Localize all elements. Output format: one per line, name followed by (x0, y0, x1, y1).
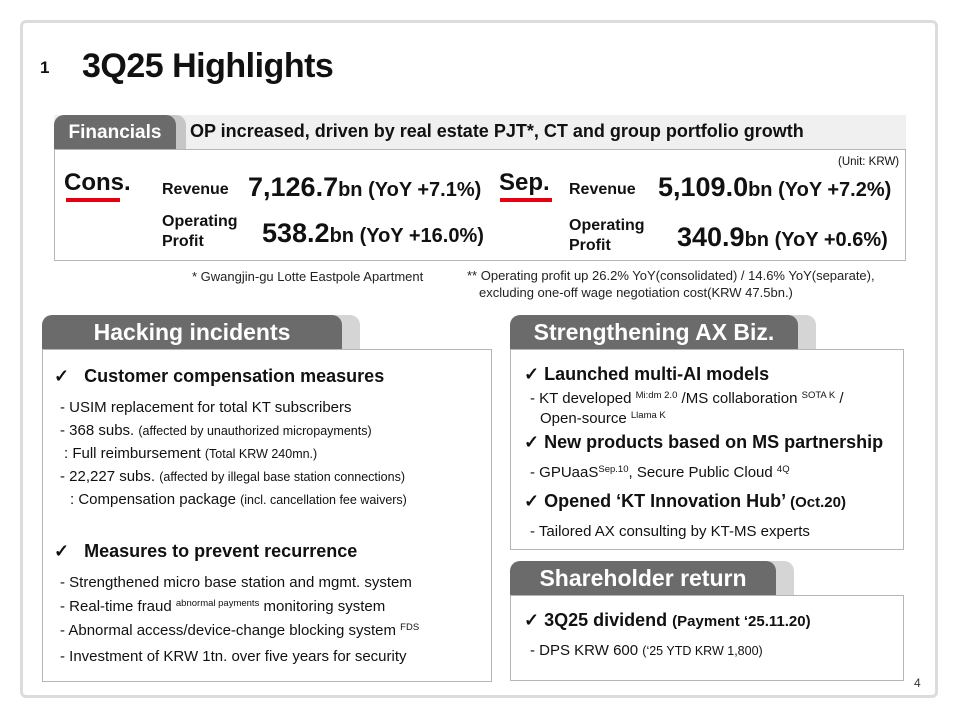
check-icon: ✓ (54, 366, 70, 386)
hacking-measure-2: - Real-time fraud $^{abnormal payments}$ monitoring system (60, 598, 386, 615)
unit-label: (Unit: KRW) (838, 156, 900, 168)
sep-op-label (569, 216, 645, 256)
sep-op-suffix: bn (YoY +0.6%) (744, 229, 888, 251)
ax-item-1-line2-text: Open-source (540, 410, 627, 427)
ax-item-1-line1: - KT developed $^{Mi:dm 2.0}$ /MS collaboration $^{SOTA K}$ / (530, 390, 844, 407)
ax-heading-2 (524, 432, 883, 453)
hacking-bullet-2-main: 368 subs. (69, 422, 135, 439)
ax-item-3-text: Tailored AX consulting by KT-MS experts (538, 523, 810, 540)
ax-item-1-sup1: Mi:dm 2.0 (635, 390, 678, 401)
ax-heading-2-text: New products based on MS partnership (544, 432, 884, 452)
shareholder-item-main: DPS KRW 600 (539, 642, 639, 659)
ax-item-3: - Tailored AX consulting by KT-MS experts (530, 523, 810, 540)
check-icon: ✓ (524, 491, 540, 511)
hacking-measure-3-main: Abnormal access/device-change blocking system (68, 622, 396, 639)
hacking-bullet-4: - 22,227 subs. (affected by illegal base station connections) (60, 468, 406, 485)
sep-underline (500, 198, 552, 202)
hacking-measure-3-sup: FDS (400, 622, 420, 633)
hacking-heading-2-text: Measures to prevent recurrence (84, 541, 358, 561)
ax-item-2-sup2: 4Q (776, 464, 790, 475)
footnote-1: * Gwangjin-gu Lotte Eastpole Apartment (192, 269, 424, 284)
hacking-bullet-3-detail: (Total KRW 240mn.) (204, 447, 318, 461)
ax-item-2-b: , Secure Public Cloud (628, 464, 773, 481)
check-icon: ✓ (54, 541, 70, 561)
ax-item-1-c: / (839, 390, 844, 407)
cons-op-suffix: bn (YoY +16.0%) (329, 225, 484, 247)
cons-revenue-suffix: bn (YoY +7.1%) (338, 179, 482, 201)
sep-label: Sep. (499, 169, 550, 196)
shareholder-item: - DPS KRW 600 (‘25 YTD KRW 1,800) (530, 642, 763, 659)
hacking-measure-1: - Strengthened micro base station and mgmt. system (60, 574, 412, 591)
sep-revenue-number: 5,109.0 (658, 172, 749, 202)
cons-revenue-value (248, 172, 481, 203)
ax-item-1-line2-sup: Llama K (630, 410, 666, 421)
hacking-heading-1-text: Customer compensation measures (84, 366, 385, 386)
ax-item-1-sup2: SOTA K (801, 390, 836, 401)
ax-heading-3-date: (Oct.20) (790, 494, 846, 511)
sep-revenue-value (658, 172, 891, 203)
hacking-measure-2-sup: abnormal payments (175, 598, 260, 609)
ax-item-1-b: /MS collaboration (681, 390, 798, 407)
hacking-measure-2-main: Real-time fraud (69, 598, 172, 615)
shareholder-item-detail: (‘25 YTD KRW 1,800) (642, 644, 763, 658)
cons-op-label (162, 212, 238, 252)
cons-underline (66, 198, 120, 202)
shareholder-heading-text: 3Q25 dividend (544, 610, 668, 630)
cons-op-number: 538.2 (262, 218, 330, 248)
shareholder-heading-date: (Payment ‘25.11.20) (672, 613, 811, 630)
ax-item-1-a: KT developed (539, 390, 632, 407)
section-number: 1 (40, 58, 50, 77)
footnote-2-line2: excluding one-off wage negotiation cost(KRW 47.5bn.) (479, 285, 793, 300)
sep-revenue-label: Revenue (569, 181, 636, 198)
ax-heading-1-text: Launched multi-AI models (544, 364, 770, 384)
hacking-measure-3: - Abnormal access/device-change blocking system $^{FDS}$ (60, 622, 420, 639)
page-number: 4 (914, 676, 921, 690)
hacking-bullet-2-detail: (affected by unauthorized micropayments) (138, 424, 372, 438)
hacking-bullet-1-text: USIM replacement for total KT subscribers (69, 399, 352, 416)
shareholder-heading (524, 610, 811, 631)
hacking-measure-1-text: Strengthened micro base station and mgmt. system (69, 574, 412, 591)
ax-heading-3-text: Opened ‘KT Innovation Hub’ (544, 491, 786, 511)
hacking-bullet-4-main: 22,227 subs. (69, 468, 156, 485)
hacking-bullet-3-main: : Full reimbursement (64, 445, 201, 462)
shareholder-tab: Shareholder return (510, 561, 776, 595)
hacking-measure-2-tail: monitoring system (263, 598, 386, 615)
cons-revenue-label: Revenue (162, 181, 229, 198)
hacking-bullet-1: - USIM replacement for total KT subscribers (60, 399, 352, 416)
hacking-bullet-5-detail: (incl. cancellation fee waivers) (240, 493, 407, 507)
hacking-tab: Hacking incidents (42, 315, 342, 349)
page-title: 3Q25 Highlights (82, 47, 334, 85)
hacking-bullet-4-detail: (affected by illegal base station connections) (159, 470, 406, 484)
cons-op-label-line1: Operating (162, 213, 238, 230)
footnote-2-line1: ** Operating profit up 26.2% YoY(consolidated) / 14.6% YoY(separate), (467, 268, 875, 283)
check-icon: ✓ (524, 432, 540, 452)
hacking-heading-1 (54, 366, 384, 387)
hacking-bullet-5-main: : Compensation package (70, 491, 236, 508)
hacking-bullet-3 (64, 445, 317, 462)
ax-item-1-line2 (540, 410, 666, 427)
check-icon: ✓ (524, 610, 540, 630)
ax-item-2-a: GPUaaS (539, 464, 599, 481)
hacking-measure-4: - Investment of KRW 1tn. over five years for security (60, 648, 407, 665)
cons-label: Cons. (64, 169, 131, 196)
financials-tab: Financials (54, 115, 176, 149)
cons-op-value (262, 218, 484, 249)
sep-op-number: 340.9 (677, 222, 745, 252)
sep-op-value (677, 222, 888, 253)
cons-op-label-line2: Profit (162, 233, 204, 250)
financials-headline: OP increased, driven by real estate PJT*, CT and group portfolio growth (190, 121, 804, 141)
check-icon: ✓ (524, 364, 540, 384)
hacking-measure-4-text: Investment of KRW 1tn. over five years for security (69, 648, 407, 665)
ax-tab: Strengthening AX Biz. (510, 315, 798, 349)
hacking-bullet-5 (70, 491, 407, 508)
shareholder-panel (510, 595, 904, 681)
ax-item-2-sup1: Sep.10 (598, 464, 629, 475)
ax-heading-1 (524, 364, 769, 385)
cons-revenue-number: 7,126.7 (248, 172, 339, 202)
ax-heading-3 (524, 491, 846, 512)
sep-op-label-line2: Profit (569, 237, 611, 254)
hacking-heading-2 (54, 541, 357, 562)
sep-op-label-line1: Operating (569, 217, 645, 234)
ax-item-2: - GPUaaS$^{Sep.10}$, Secure Public Cloud $^{4Q}$ (530, 464, 790, 481)
hacking-bullet-2: - 368 subs. (affected by unauthorized micropayments) (60, 422, 372, 439)
sep-revenue-suffix: bn (YoY +7.2%) (748, 179, 892, 201)
